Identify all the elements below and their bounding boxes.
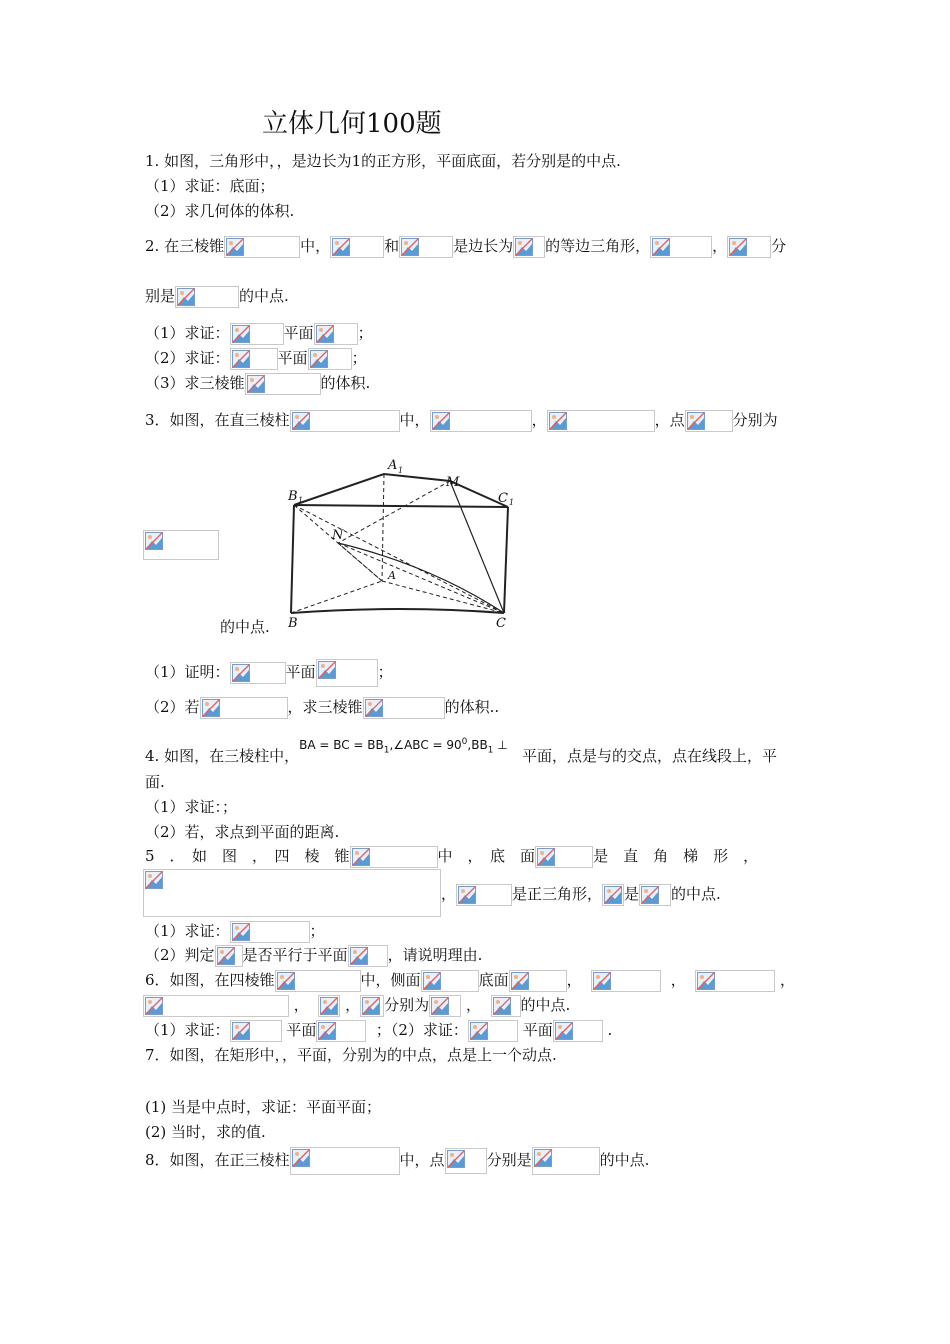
text: 中，侧面: [360, 971, 421, 989]
label-b1-sub: 1: [298, 496, 304, 505]
text: 8．如图，在正三棱柱: [145, 1151, 290, 1169]
broken-image-icon: [493, 997, 511, 1015]
q3-tail: 的中点.: [220, 618, 270, 636]
text: 平面，点是与的交点，点在线段上，平: [522, 747, 778, 765]
broken-image-icon: [652, 238, 670, 256]
broken-image-icon: [534, 1149, 552, 1167]
text: ⊥: [493, 738, 508, 752]
text: .: [607, 1021, 613, 1039]
q7-part1: (1) 当是中点时，求证：平面平面；: [145, 1098, 382, 1116]
formula-image-icon: [399, 236, 453, 258]
broken-image-icon: [458, 886, 476, 904]
formula-image-icon: [650, 236, 712, 258]
q1-part1: （1）求证：底面；: [145, 177, 275, 195]
broken-image-icon: [593, 972, 611, 990]
q8-line1: [145, 1147, 649, 1175]
q5-line1: [145, 846, 758, 868]
broken-image-icon: [320, 997, 338, 1015]
formula-image-icon: [230, 662, 286, 684]
q2-line1: [145, 236, 786, 258]
broken-image-icon: [202, 699, 220, 717]
label-a1-sub: 1: [398, 466, 404, 475]
formula-image-icon: [143, 995, 289, 1017]
text: （2）判定: [145, 946, 215, 964]
text: 中 ， 底 面: [437, 847, 536, 865]
text: 中，: [399, 411, 430, 429]
text: BA = BC = BB: [299, 738, 384, 752]
broken-image-icon: [310, 350, 328, 368]
q5-part2: [145, 945, 482, 967]
formula-image-icon: [275, 970, 361, 992]
formula-image-icon: [727, 236, 771, 258]
formula-image-icon: [591, 970, 661, 992]
text: ，: [712, 237, 728, 255]
formula-image-icon: [175, 286, 239, 308]
formula-image-icon: [348, 945, 388, 967]
formula-image-icon: [245, 373, 321, 395]
formula-image-icon: [685, 410, 733, 432]
q7-part2: (2) 当时，求的值.: [145, 1123, 266, 1141]
broken-image-icon: [729, 238, 747, 256]
formula-image-icon: [430, 410, 532, 432]
text: ，: [465, 996, 481, 1014]
broken-image-icon: [401, 238, 419, 256]
formula-image-icon: [456, 884, 512, 906]
q2-part2: [145, 348, 367, 370]
text: （2）若: [145, 698, 200, 716]
broken-image-icon: [515, 238, 533, 256]
broken-image-icon: [247, 375, 265, 393]
broken-image-icon: [277, 972, 295, 990]
formula-image-icon: [491, 995, 521, 1017]
formula-image-icon: [330, 236, 384, 258]
prism-figure: [280, 455, 525, 635]
label-c1: C: [498, 491, 508, 506]
text: 1: [383, 745, 390, 756]
broken-image-icon: [350, 947, 368, 965]
q4-part1: （1）求证：；: [145, 798, 238, 816]
text: 平面: [277, 349, 308, 367]
broken-image-icon: [470, 1022, 488, 1040]
formula-image-icon: [143, 530, 219, 560]
formula-image-icon: [230, 323, 284, 345]
formula-image-icon: [316, 1020, 366, 1042]
broken-image-icon: [431, 997, 449, 1015]
formula-image-icon: [314, 323, 358, 345]
text: 的体积..: [444, 698, 500, 716]
q4-line2: 面.: [145, 773, 165, 791]
formula-image-icon: [532, 1147, 600, 1175]
text: 平面: [285, 663, 316, 681]
text: 的中点.: [671, 885, 721, 903]
broken-image-icon: [687, 412, 705, 430]
formula-image-icon: [513, 236, 545, 258]
text: ，: [566, 971, 582, 989]
broken-image-icon: [332, 238, 350, 256]
label-c: C: [496, 616, 506, 631]
text: 的中点.: [599, 1151, 650, 1169]
text: 是 直 角 梯 形 ，: [593, 847, 759, 865]
q6-line2: [143, 995, 570, 1017]
text: ；: [357, 324, 373, 342]
broken-image-icon: [423, 972, 441, 990]
text: ，: [670, 971, 686, 989]
text: ，: [531, 411, 547, 429]
broken-image-icon: [177, 288, 195, 306]
formula-image-icon: [553, 1020, 603, 1042]
formula-image-icon: [230, 921, 310, 943]
page-title: 立体几何100题: [262, 109, 442, 139]
formula-image-icon: [143, 869, 441, 917]
broken-image-icon: [145, 997, 163, 1015]
broken-image-icon: [641, 886, 659, 904]
broken-image-icon: [232, 350, 250, 368]
broken-image-icon: [537, 848, 555, 866]
q5-line2b: [441, 884, 721, 906]
text: 的体积.: [320, 374, 371, 392]
q5-part1: [145, 921, 325, 943]
text: 的中点.: [239, 287, 289, 305]
formula-image-icon: [308, 348, 352, 370]
q5-line2: [143, 869, 441, 917]
broken-image-icon: [604, 886, 622, 904]
text: ，请说明理由.: [387, 946, 483, 964]
broken-image-icon: [232, 923, 250, 941]
text: ，点: [654, 411, 685, 429]
text: 平面: [286, 1021, 317, 1039]
q3-part2: [145, 697, 499, 719]
text: 是边长为: [453, 237, 514, 255]
broken-image-icon: [292, 412, 310, 430]
text: 别是: [145, 287, 176, 305]
broken-image-icon: [318, 1022, 336, 1040]
text: 中，点: [399, 1151, 445, 1169]
q2-line2: [145, 286, 289, 308]
broken-image-icon: [549, 412, 567, 430]
q3-formula-standalone: [143, 530, 219, 560]
q3-line1: [145, 410, 778, 432]
formula-image-icon: [350, 846, 438, 868]
formula-image-icon: [468, 1020, 518, 1042]
formula-image-icon: [290, 1147, 400, 1175]
formula-image-icon: [535, 846, 593, 868]
text: （1）求证：: [145, 324, 230, 342]
formula-image-icon: [363, 697, 445, 719]
text: ；: [309, 922, 325, 940]
broken-image-icon: [292, 1149, 310, 1167]
formula-image-icon: [421, 970, 479, 992]
text: 分: [771, 237, 787, 255]
formula-image-icon: [318, 995, 340, 1017]
text: ；（2）求证：: [375, 1021, 468, 1039]
label-b1: B: [288, 489, 298, 504]
text: 分别是: [486, 1151, 532, 1169]
text: 5 ． 如 图 ， 四 棱 锥: [145, 847, 350, 865]
q2-part3: [145, 373, 370, 395]
text: ，: [293, 996, 309, 1014]
broken-image-icon: [447, 1150, 465, 1168]
text: ，求三棱锥: [287, 698, 363, 716]
broken-image-icon: [232, 325, 250, 343]
text: ；: [377, 663, 393, 681]
broken-image-icon: [697, 972, 715, 990]
text: 1: [487, 745, 494, 756]
text: 是否平行于平面: [242, 946, 348, 964]
text: 是: [624, 885, 640, 903]
formula-image-icon: [290, 410, 400, 432]
broken-image-icon: [232, 664, 250, 682]
label-a: A: [388, 569, 396, 582]
text: 平面: [522, 1021, 553, 1039]
label-m: M: [446, 475, 460, 490]
formula-image-icon: [224, 236, 300, 258]
broken-image-icon: [145, 532, 163, 550]
text: （1）求证：: [145, 1021, 230, 1039]
text: 是正三角形，: [512, 885, 603, 903]
text: （1）求证：: [145, 922, 230, 940]
broken-image-icon: [318, 661, 336, 679]
formula-image-icon: [509, 970, 567, 992]
formula-image-icon: [360, 995, 384, 1017]
broken-image-icon: [316, 325, 334, 343]
formula-image-icon: [639, 884, 671, 906]
label-c1-sub: 1: [509, 498, 515, 507]
label-a1: A: [388, 458, 398, 473]
q1-stem: 1. 如图，三角形中，，是边长为1的正方形，平面底面，若分别是的中点.: [145, 152, 621, 170]
broken-image-icon: [226, 238, 244, 256]
text: 0: [461, 737, 468, 747]
broken-image-icon: [362, 997, 380, 1015]
formula-image-icon: [316, 659, 378, 687]
text: 和: [384, 237, 400, 255]
text: ,∠ABC = 90: [389, 738, 462, 752]
text: 4. 如图，在三棱柱中，: [145, 747, 300, 765]
broken-image-icon: [145, 871, 163, 889]
formula-image-icon: [602, 884, 624, 906]
text: 分别为: [732, 411, 778, 429]
text: （1）证明：: [145, 663, 230, 681]
formula-image-icon: [695, 970, 775, 992]
text: 中，: [300, 237, 331, 255]
text: （2）求证：: [145, 349, 230, 367]
text: （3）求三棱锥: [145, 374, 245, 392]
broken-image-icon: [432, 412, 450, 430]
formula-image-icon: [200, 697, 288, 719]
text: ，: [780, 971, 796, 989]
text: 3．如图，在直三棱柱: [145, 411, 290, 429]
formula-image-icon: [547, 410, 655, 432]
q4-formula: [299, 737, 508, 756]
text: ；: [351, 349, 367, 367]
text: 的中点.: [520, 996, 571, 1014]
label-n: N: [332, 528, 344, 543]
text: ，: [441, 885, 457, 903]
formula-image-icon: [445, 1148, 487, 1174]
broken-image-icon: [352, 848, 370, 866]
q1-part2: （2）求几何体的体积.: [145, 202, 295, 220]
q7-stem: 7．如图，在矩形中，，平面，分别为的中点，点是上一个动点.: [145, 1046, 557, 1064]
q4-part2: （2）若，求点到平面的距离.: [145, 823, 340, 841]
q4-line1: [145, 737, 778, 772]
broken-image-icon: [365, 699, 383, 717]
q2-part1: [145, 323, 373, 345]
text: ,BB: [467, 738, 488, 752]
text: 6．如图，在四棱锥: [145, 971, 275, 989]
broken-image-icon: [511, 972, 529, 990]
text: 平面: [283, 324, 314, 342]
q6-parts: [145, 1020, 612, 1042]
broken-image-icon: [555, 1022, 573, 1040]
text: 2. 在三棱锥: [145, 237, 225, 255]
formula-image-icon: [215, 945, 243, 967]
q6-line1: [145, 970, 795, 992]
text: 底面: [478, 971, 509, 989]
q3-part1: [145, 659, 393, 687]
text: 分别为: [384, 996, 430, 1014]
broken-image-icon: [217, 947, 235, 965]
formula-image-icon: [429, 995, 461, 1017]
formula-image-icon: [230, 1020, 282, 1042]
text: 的等边三角形，: [545, 237, 651, 255]
text: ，: [345, 996, 361, 1014]
label-b: B: [288, 616, 298, 631]
broken-image-icon: [232, 1022, 250, 1040]
formula-image-icon: [230, 348, 278, 370]
